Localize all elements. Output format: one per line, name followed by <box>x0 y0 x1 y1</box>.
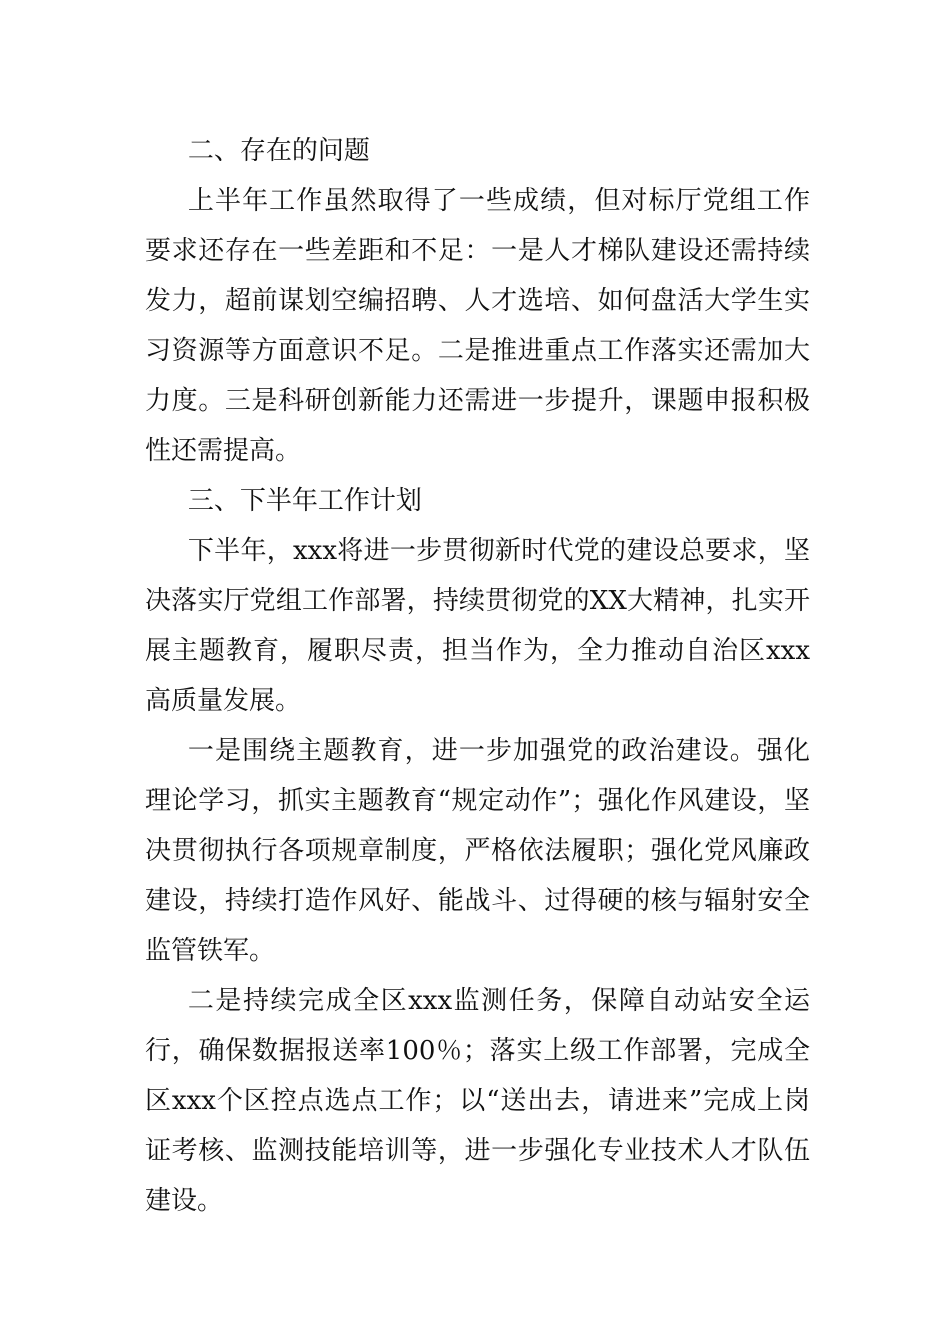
section-heading-plan: 三、下半年工作计划 <box>187 486 422 516</box>
paragraph-plan-item-1: 一是围绕主题教育，进一步加强党的政治建设。强化理论学习，抓实主题教育“规定动作”；强化作风建设，坚决贯彻执行各项规章制度，严格依法履职；强化党风廉政建设，持续打造作风好、能战斗、过得硬的核与辐射安全监管铁军。 <box>145 736 810 966</box>
paragraph-plan-intro: 下半年，xxx将进一步贯彻新时代党的建设总要求，坚决落实厅党组工作部署，持续贯彻党的XX大精神，扎实开展主题教育，履职尽责，担当作为，全力推动自治区xxx高质量发展。 <box>145 536 810 716</box>
document-body <box>145 126 810 1226</box>
section-heading-problems: 二、存在的问题 <box>187 136 370 166</box>
paragraph-problems: 上半年工作虽然取得了一些成绩，但对标厅党组工作要求还存在一些差距和不足：一是人才梯队建设还需持续发力，超前谋划空编招聘、人才选培、如何盘活大学生实习资源等方面意识不足。二是推进重点工作落实还需加大力度。三是科研创新能力还需进一步提升，课题申报积极性还需提高。 <box>145 186 810 466</box>
paragraph-plan-item-2: 二是持续完成全区xxx监测任务，保障自动站安全运行，确保数据报送率100％；落实上级工作部署，完成全区xxx个区控点选点工作；以“送出去，请进来”完成上岗证考核、监测技能培训等，进一步强化专业技术人才队伍建设。 <box>145 986 810 1216</box>
